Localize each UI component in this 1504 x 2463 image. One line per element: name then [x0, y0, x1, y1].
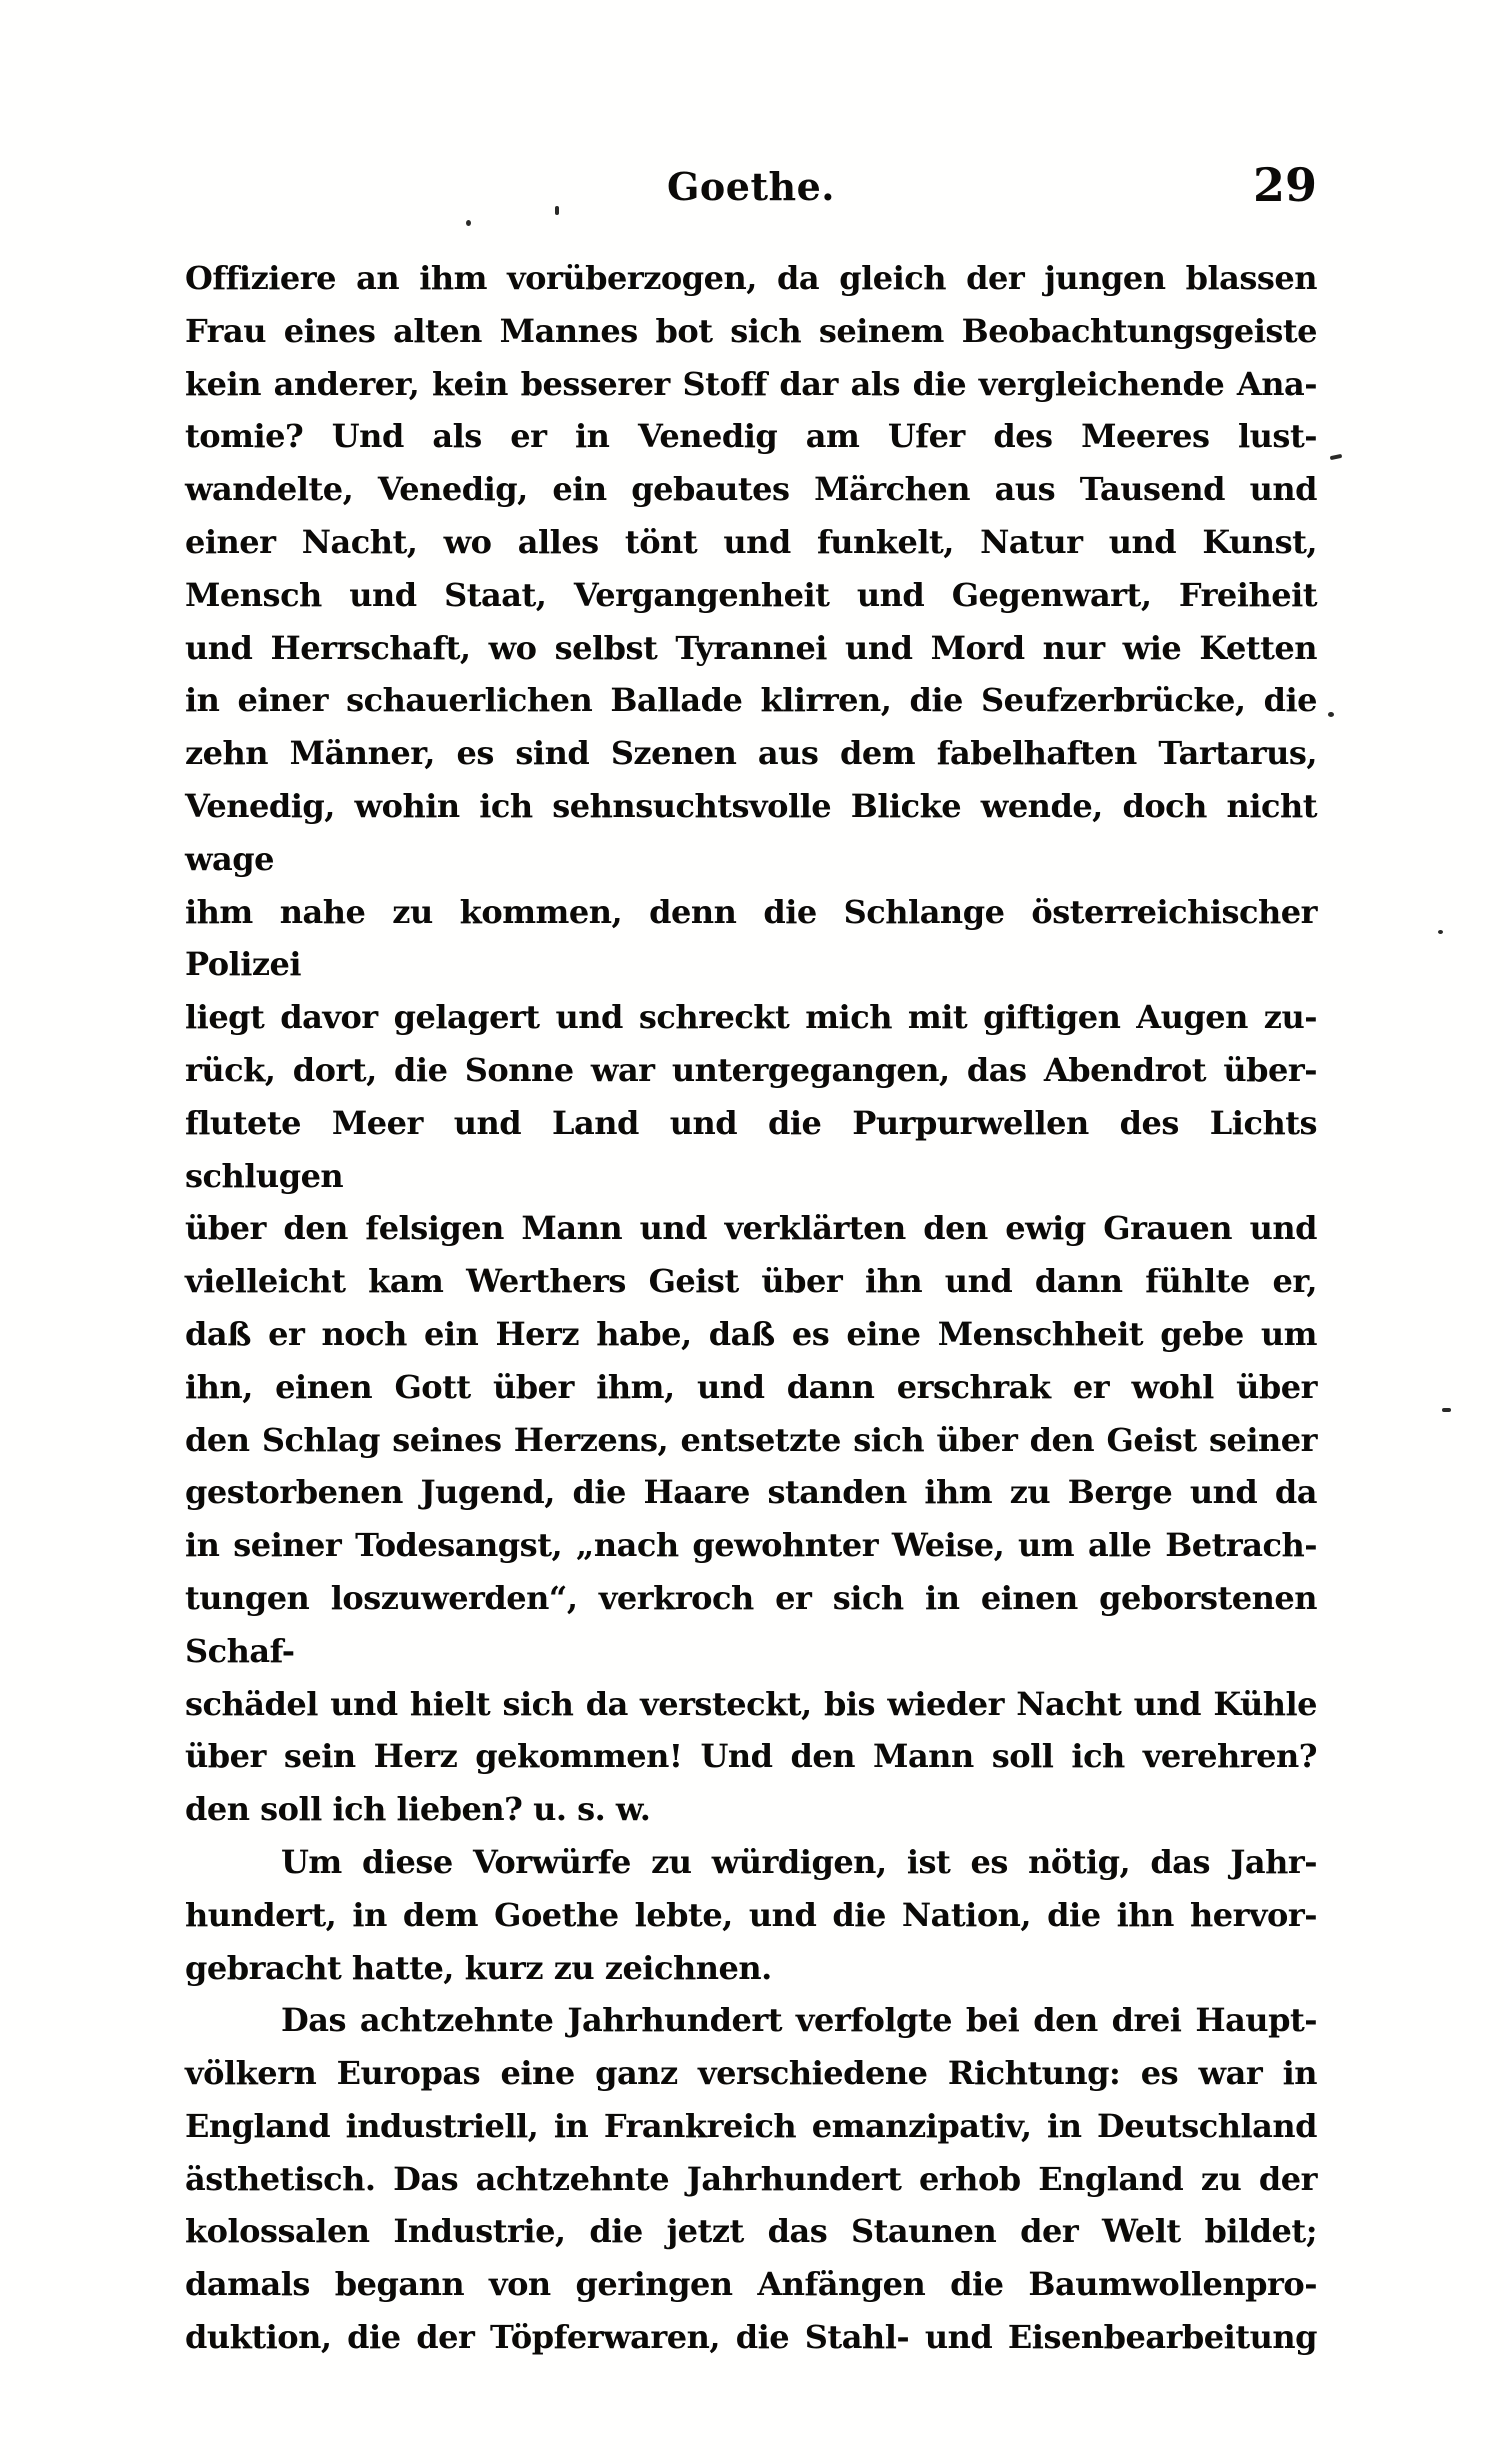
text-line: Mensch und Staat, Vergangenheit und Gegenwart, Freiheit [185, 575, 1317, 614]
text-line: Das achtzehnte Jahrhundert verfolgte bei den drei Haupt- [281, 2001, 1317, 2040]
ink-speck [555, 206, 559, 215]
running-header [185, 158, 1317, 214]
text-line: tomie? Und als er in Venedig am Ufer des Meeres lust- [185, 417, 1317, 456]
text-line: zehn Männer, es sind Szenen aus dem fabelhaften Tartarus, [185, 734, 1317, 773]
text-line: England industriell, in Frankreich emanzipativ, in Deutschland [185, 2106, 1317, 2145]
page-number: 29 [1252, 158, 1317, 212]
text-line: den Schlag seines Herzens, entsetzte sich über den Geist seiner [185, 1420, 1317, 1459]
text-line: gebracht hatte, kurz zu zeichnen. [185, 1948, 772, 1987]
ink-speck [1438, 930, 1443, 934]
text-line: den soll ich lieben? u. s. w. [185, 1790, 651, 1829]
text-line: damals begann von geringen Anfängen die Baumwollenpro- [185, 2265, 1317, 2304]
text-line: in einer schauerlichen Ballade klirren, die Seufzerbrücke, die [185, 681, 1317, 720]
text-line: liegt davor gelagert und schreckt mich mit giftigen Augen zu- [185, 998, 1317, 1037]
text-line: vielleicht kam Werthers Geist über ihn und dann fühlte er, [185, 1262, 1317, 1301]
text-line: Um diese Vorwürfe zu würdigen, ist es nötig, das Jahr- [281, 1842, 1317, 1881]
text-line: Frau eines alten Mannes bot sich seinem Beobachtungsgeiste [185, 311, 1317, 350]
body-text [185, 252, 1317, 2364]
text-line: gestorbenen Jugend, die Haare standen ihm zu Berge und da [185, 1473, 1317, 1512]
running-header-title: Goethe. [666, 164, 836, 209]
text-line: wandelte, Venedig, ein gebautes Märchen aus Tausend und [185, 470, 1317, 509]
text-line: in seiner Todesangst, „nach gewohnter Weise, um alle Betrach- [185, 1526, 1317, 1565]
paragraph [185, 1836, 1317, 1994]
text-line: Offiziere an ihm vorüberzogen, da gleich der jungen blassen [185, 259, 1317, 297]
paragraph [185, 1994, 1317, 2364]
text-line: Venedig, wohin ich sehnsuchtsvolle Blicke wende, doch nicht wage [185, 786, 1317, 878]
text-line: ihm nahe zu kommen, denn die Schlange österreichischer Polizei [185, 892, 1317, 984]
ink-speck [1330, 454, 1343, 460]
ink-speck [1442, 1408, 1451, 1412]
text-line: flutete Meer und Land und die Purpurwellen des Lichts schlugen [185, 1103, 1317, 1195]
text-line: kein anderer, kein besserer Stoff dar als die vergleichende Ana- [185, 364, 1317, 403]
text-line: rück, dort, die Sonne war untergegangen, das Abendrot über- [185, 1050, 1317, 1089]
text-line: und Herrschaft, wo selbst Tyrannei und Mord nur wie Ketten [185, 628, 1317, 667]
text-line: kolossalen Industrie, die jetzt das Staunen der Welt bildet; [185, 2212, 1317, 2251]
text-line: hundert, in dem Goethe lebte, und die Nation, die ihn hervor- [185, 1895, 1317, 1934]
ink-speck [466, 220, 471, 226]
text-line: einer Nacht, wo alles tönt und funkelt, Natur und Kunst, [185, 522, 1317, 561]
text-line: duktion, die der Töpferwaren, die Stahl- und Eisenbearbeitung [185, 2318, 1317, 2357]
text-line: über den felsigen Mann und verklärten den ewig Grauen und [185, 1209, 1317, 1248]
text-line: ihn, einen Gott über ihm, und dann erschrak er wohl über [185, 1367, 1317, 1406]
text-line: daß er noch ein Herz habe, daß es eine Menschheit gebe um [185, 1314, 1317, 1353]
text-line: über sein Herz gekommen! Und den Mann soll ich verehren? [185, 1737, 1317, 1776]
paragraph [185, 252, 1317, 1836]
text-line: schädel und hielt sich da versteckt, bis wieder Nacht und Kühle [185, 1684, 1317, 1723]
text-line: völkern Europas eine ganz verschiedene Richtung: es war in [185, 2054, 1317, 2093]
ink-speck [1328, 712, 1334, 717]
text-line: ästhetisch. Das achtzehnte Jahrhundert erhob England zu der [185, 2159, 1317, 2198]
text-line: tungen loszuwerden“, verkroch er sich in einen geborstenen Schaf- [185, 1578, 1317, 1670]
